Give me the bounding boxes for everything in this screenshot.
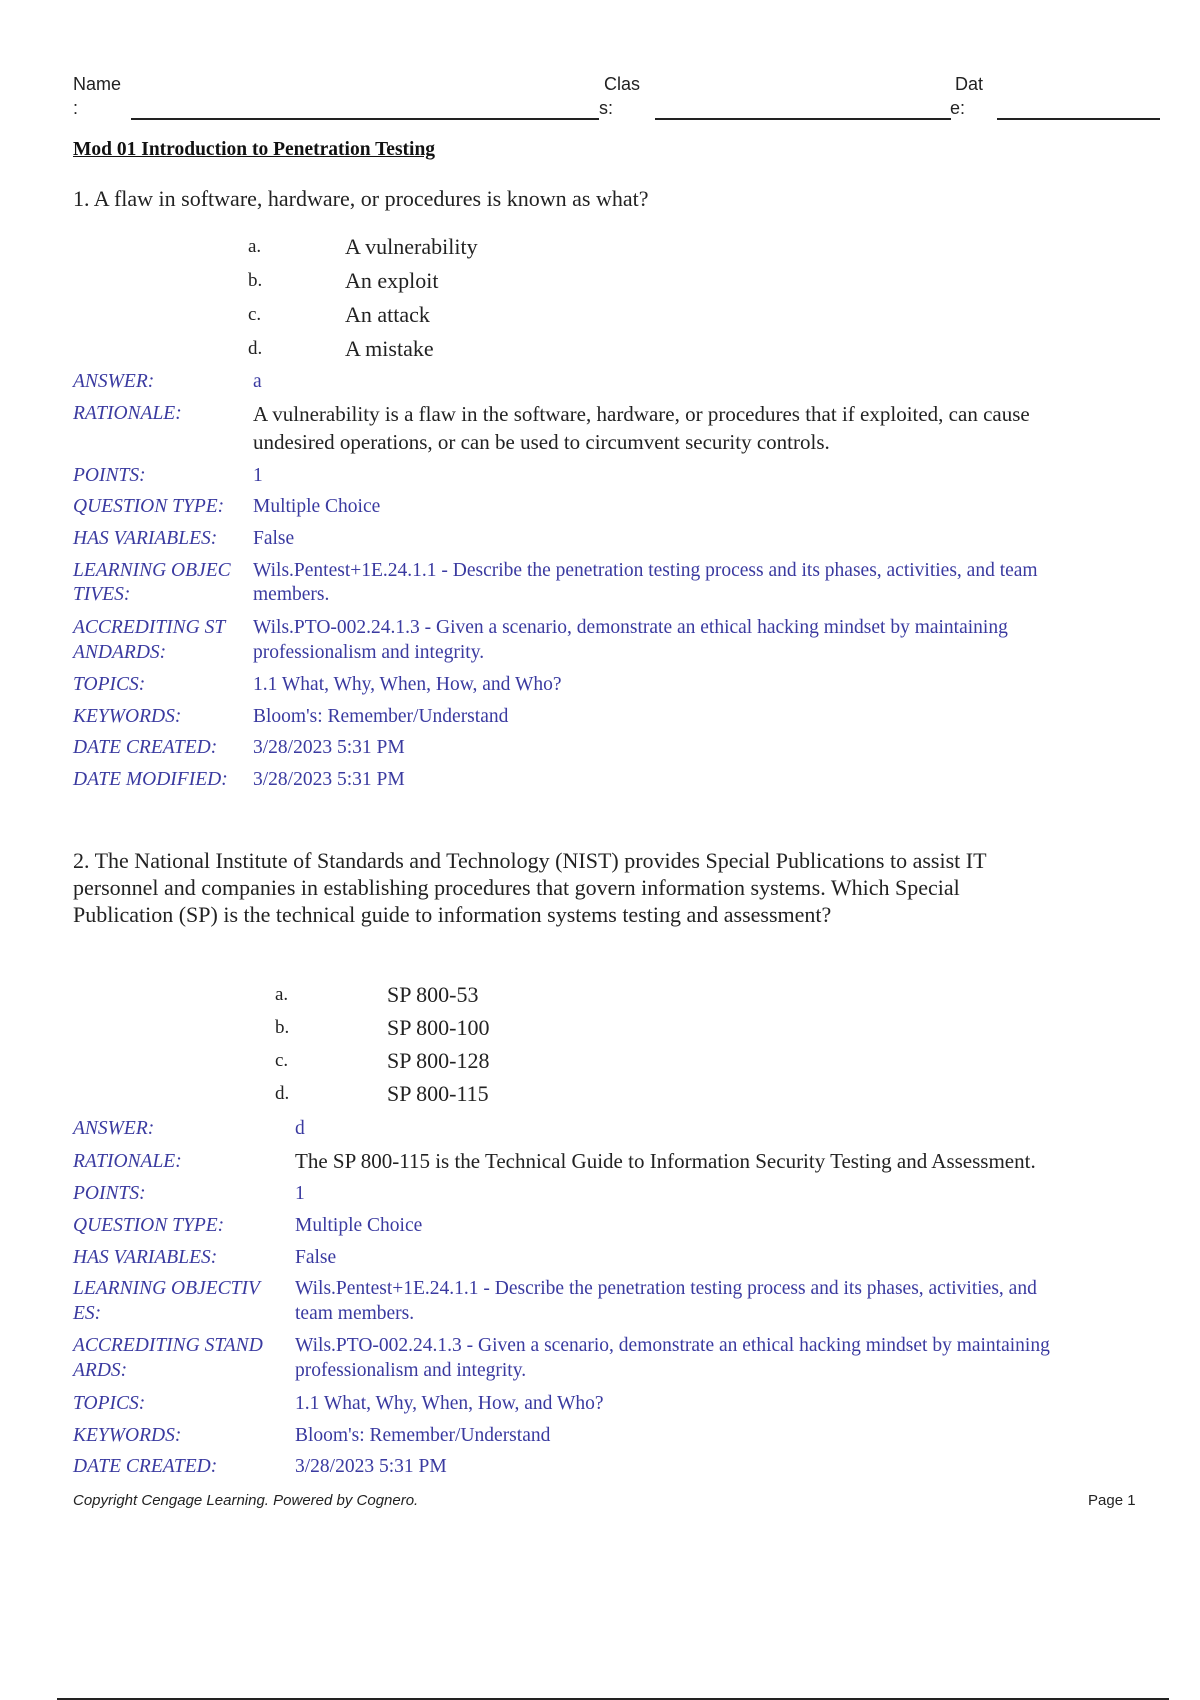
q2-option-d-letter: d. — [275, 1083, 290, 1104]
date-label: Dat — [955, 74, 984, 94]
q1-created-label: DATE CREATED: — [73, 737, 218, 758]
q2-option-a-letter: a. — [275, 984, 289, 1005]
class-field-line[interactable] — [655, 118, 951, 120]
q1-lo-line-2: members. — [253, 584, 330, 605]
q2-topics-label: TOPICS: — [73, 1393, 146, 1414]
q2-acc-label-1: ACCREDITING STAND — [73, 1335, 263, 1356]
q1-rationale-line-2: undesired operations, or can be used to circumvent security controls. — [253, 430, 830, 454]
q2-acc-line-2: professionalism and integrity. — [295, 1360, 527, 1381]
q2-option-a: SP 800-53 — [387, 982, 479, 1007]
q2-lo-label-2: ES: — [73, 1303, 102, 1324]
class-label-cont: s: — [599, 98, 614, 118]
question-1-text: 1. A flaw in software, hardware, or procedures is known as what? — [73, 186, 649, 211]
q1-option-d-letter: d. — [248, 338, 263, 359]
module-title: Mod 01 Introduction to Penetration Testing — [73, 139, 436, 160]
q2-qtype: Multiple Choice — [295, 1215, 423, 1236]
q2-lo-line-2: team members. — [295, 1303, 415, 1324]
q1-modified-label: DATE MODIFIED: — [73, 769, 228, 790]
q2-rationale: The SP 800-115 is the Technical Guide to Information Security Testing and Assessment. — [295, 1149, 1036, 1173]
q1-hasvar-label: HAS VARIABLES: — [73, 528, 218, 549]
question-2-text-line-1: 2. The National Institute of Standards and Technology (NIST) provides Special Publications to assist IT — [73, 848, 987, 873]
name-field-line[interactable] — [131, 118, 599, 120]
q1-modified: 3/28/2023 5:31 PM — [253, 769, 405, 790]
q1-qtype: Multiple Choice — [253, 496, 381, 517]
page-number: Page 1 — [1088, 1492, 1136, 1509]
q1-lo-label-1: LEARNING OBJEC — [73, 560, 231, 581]
q2-rationale-label: RATIONALE: — [73, 1151, 182, 1172]
q1-option-b-letter: b. — [248, 270, 263, 291]
q1-option-d: A mistake — [345, 336, 434, 361]
q1-topics-label: TOPICS: — [73, 674, 146, 695]
q1-rationale-label: RATIONALE: — [73, 403, 182, 424]
q1-lo-line-1: Wils.Pentest+1E.24.1.1 - Describe the penetration testing process and its phases, activities, and team — [253, 560, 1038, 581]
q2-keywords: Bloom's: Remember/Understand — [295, 1425, 551, 1446]
q1-keywords: Bloom's: Remember/Understand — [253, 706, 509, 727]
q1-lo-label-2: TIVES: — [73, 584, 131, 605]
q2-answer: d — [295, 1118, 305, 1139]
q1-rationale-line-1: A vulnerability is a flaw in the software, hardware, or procedures that if exploited, can cause — [253, 402, 1030, 426]
q2-option-b-letter: b. — [275, 1017, 290, 1038]
q2-created-label: DATE CREATED: — [73, 1456, 218, 1477]
q2-option-d: SP 800-115 — [387, 1081, 489, 1106]
q1-option-c-letter: c. — [248, 304, 262, 325]
q1-option-b: An exploit — [345, 268, 439, 293]
q1-acc-label-1: ACCREDITING ST — [73, 617, 226, 638]
q1-acc-line-2: professionalism and integrity. — [253, 642, 485, 663]
q1-option-a: A vulnerability — [345, 234, 478, 259]
q2-acc-line-1: Wils.PTO-002.24.1.3 - Given a scenario, demonstrate an ethical hacking mindset by maintaining — [295, 1335, 1050, 1356]
q2-answer-label: ANSWER: — [73, 1118, 155, 1139]
q1-points: 1 — [253, 465, 263, 486]
question-2-text-line-3: Publication (SP) is the technical guide to information systems testing and assessment? — [73, 902, 832, 927]
q2-lo-label-1: LEARNING OBJECTIV — [73, 1278, 260, 1299]
q1-acc-label-2: ANDARDS: — [73, 642, 167, 663]
q1-answer-label: ANSWER: — [73, 371, 155, 392]
q2-option-c: SP 800-128 — [387, 1048, 490, 1073]
date-label-cont: e: — [950, 98, 966, 118]
q2-hasvar: False — [295, 1247, 337, 1268]
q1-acc-line-1: Wils.PTO-002.24.1.3 - Given a scenario, demonstrate an ethical hacking mindset by maintaining — [253, 617, 1008, 638]
q2-option-b: SP 800-100 — [387, 1015, 490, 1040]
q2-lo-line-1: Wils.Pentest+1E.24.1.1 - Describe the penetration testing process and its phases, activities, and — [295, 1278, 1037, 1299]
q2-topics: 1.1 What, Why, When, How, and Who? — [295, 1393, 604, 1414]
q1-topics: 1.1 What, Why, When, How, and Who? — [253, 674, 562, 695]
question-2-text-line-2: personnel and companies in establishing procedures that govern information systems. Which Special — [73, 875, 960, 900]
q1-hasvar: False — [253, 528, 295, 549]
name-label: Name — [73, 74, 122, 94]
date-field-line[interactable] — [997, 118, 1160, 120]
q1-keywords-label: KEYWORDS: — [73, 706, 182, 727]
q1-created: 3/28/2023 5:31 PM — [253, 737, 405, 758]
q2-created: 3/28/2023 5:31 PM — [295, 1456, 447, 1477]
copyright-footer: Copyright Cengage Learning. Powered by Cognero. — [73, 1492, 419, 1509]
class-label: Clas — [604, 74, 641, 94]
q1-option-a-letter: a. — [248, 236, 262, 257]
q2-qtype-label: QUESTION TYPE: — [73, 1215, 225, 1236]
q2-points-label: POINTS: — [73, 1183, 146, 1204]
q2-hasvar-label: HAS VARIABLES: — [73, 1247, 218, 1268]
q1-answer: a — [253, 371, 262, 392]
q2-acc-label-2: ARDS: — [73, 1360, 128, 1381]
q2-points: 1 — [295, 1183, 305, 1204]
name-label-colon: : — [73, 98, 79, 118]
q1-qtype-label: QUESTION TYPE: — [73, 496, 225, 517]
q1-option-c: An attack — [345, 302, 430, 327]
q2-keywords-label: KEYWORDS: — [73, 1425, 182, 1446]
q1-points-label: POINTS: — [73, 465, 146, 486]
q2-option-c-letter: c. — [275, 1050, 289, 1071]
